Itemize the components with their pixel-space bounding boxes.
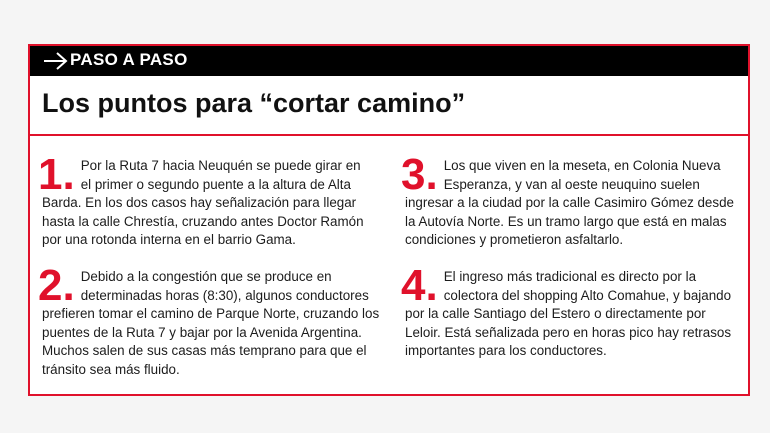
step-4 xyxy=(401,261,735,361)
step-1 xyxy=(38,150,372,250)
section-banner xyxy=(30,46,748,76)
step-2 xyxy=(38,261,387,379)
arrow-right-icon xyxy=(42,51,70,71)
step-3 xyxy=(401,150,735,250)
step-number: 3. xyxy=(401,150,438,199)
page-title: Los puntos para “cortar camino” xyxy=(42,88,466,118)
divider xyxy=(30,134,748,136)
step-text: Por la Ruta 7 hacia Neuquén se puede girar en el primer o segundo puente a la altura de Alta Barda. En los dos casos hay señalización para llegar hasta la calle Chrestía, cruzando antes Doctor Ramón por una rotonda interna en el barrio Gama. xyxy=(42,158,364,247)
step-number: 1. xyxy=(38,150,75,199)
step-text: Los que viven en la meseta, en Colonia Nueva Esperanza, y van al oeste neuquino suelen ingresar a la ciudad por la calle Casimiro Gómez desde la Autovía Norte. Es un tramo largo que está en malas condiciones y prometieron asfaltarlo. xyxy=(405,158,734,247)
step-text: El ingreso más tradicional es directo por la colectora del shopping Alto Comahue, y bajando por la calle Santiago del Estero o directamente por Leloir. Está señalizada pero en horas pico hay retrasos importantes para los conductores. xyxy=(405,269,732,358)
step-number: 2. xyxy=(38,261,75,310)
section-kicker: PASO A PASO xyxy=(70,50,188,69)
step-text: Debido a la congestión que se produce en determinadas horas (8:30), algunos conductores prefieren tomar el camino de Parque Norte, cruzando los puentes de la Ruta 7 y bajar por la Avenida Argentina. Muchos salen de sus casas más temprano para que el tránsito sea más fluido. xyxy=(42,269,380,377)
step-number: 4. xyxy=(401,261,438,310)
infobox xyxy=(28,44,750,396)
